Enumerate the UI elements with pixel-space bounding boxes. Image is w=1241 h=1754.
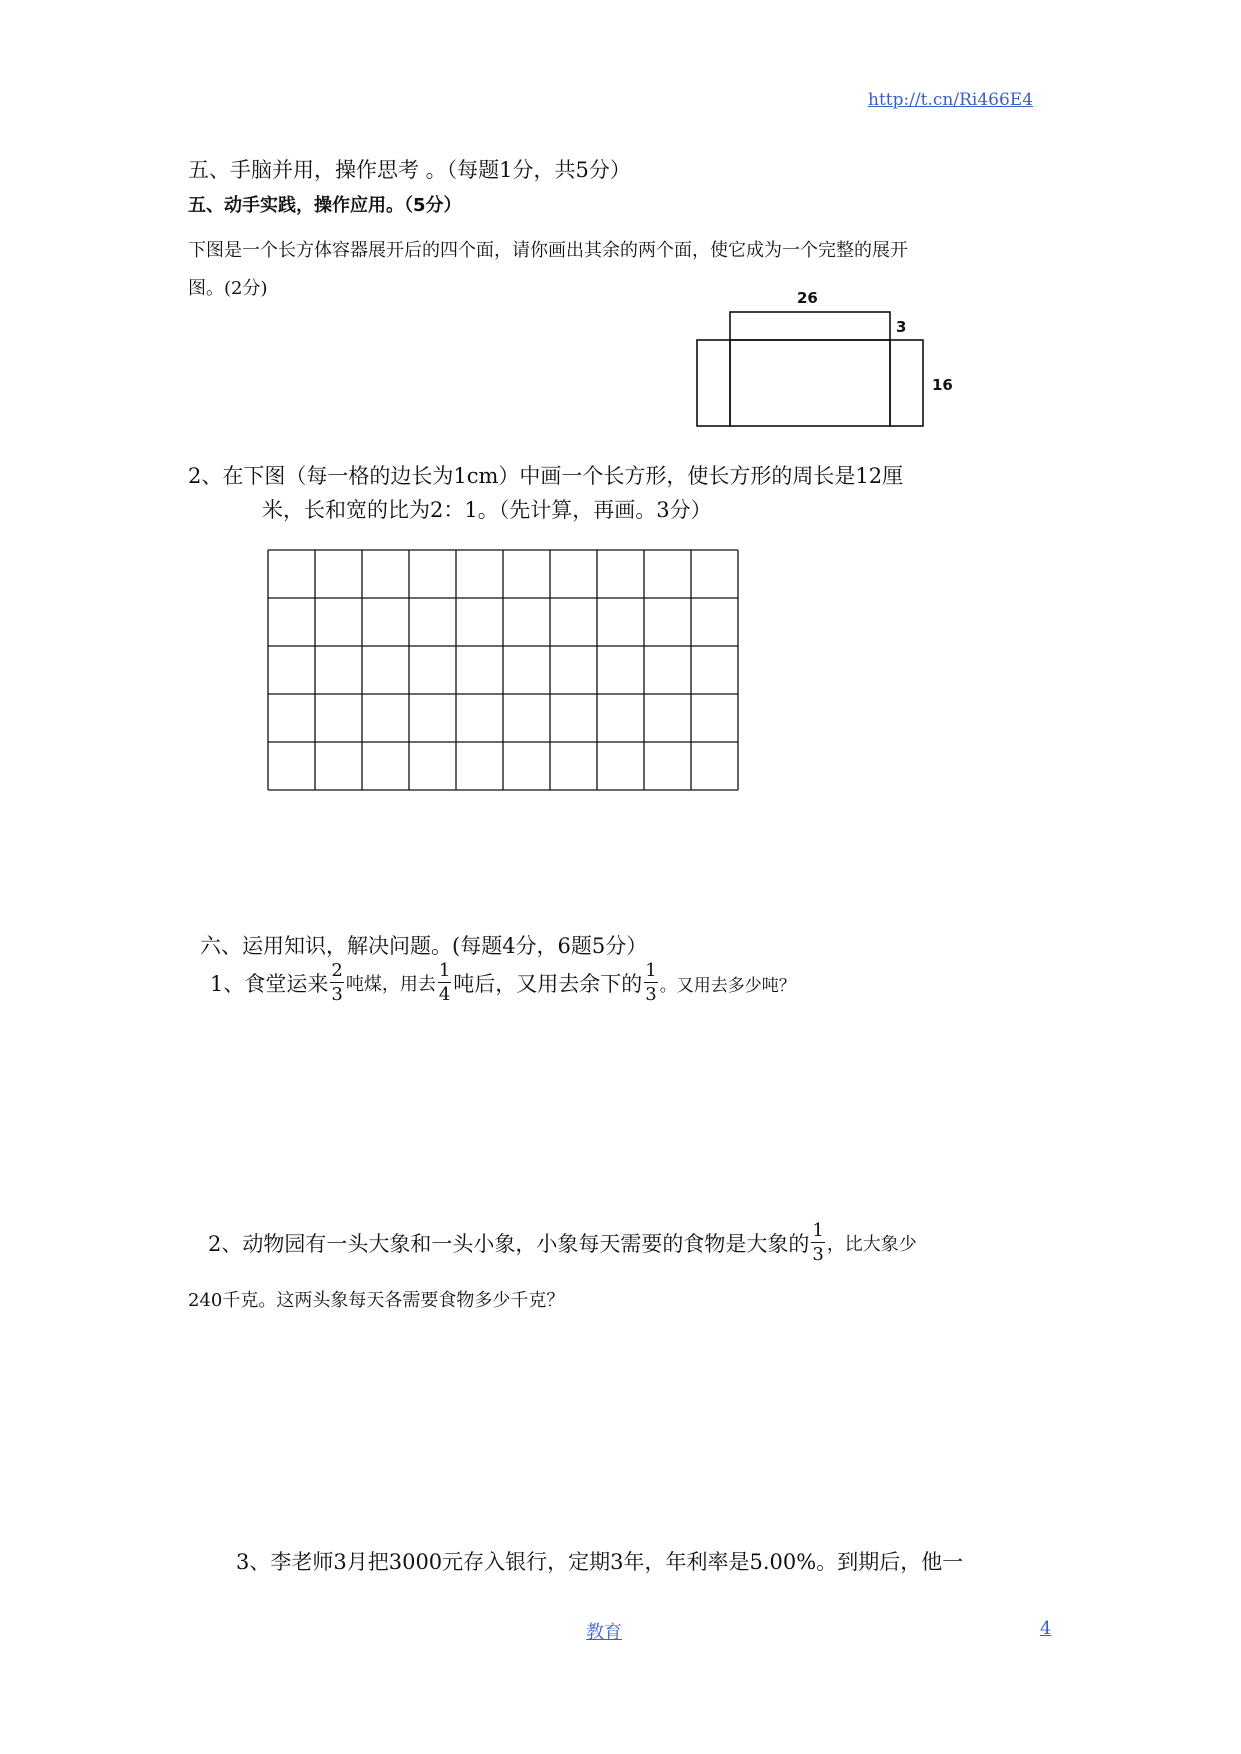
section5-q1-line2: 图。(2分) bbox=[188, 278, 268, 299]
fraction-denominator: 3 bbox=[812, 1244, 824, 1265]
q1-text-part1: 1、食堂运来 bbox=[210, 972, 329, 996]
square-grid[interactable] bbox=[266, 548, 742, 794]
section6-q3-line1: 3、李老师3月把3000元存入银行，定期3年，年利率是5.00%。到期后，他一 bbox=[236, 1550, 964, 1574]
fraction-numerator: 1 bbox=[438, 960, 451, 981]
fraction-numerator: 1 bbox=[645, 960, 657, 981]
front-face bbox=[730, 340, 890, 426]
label-height: 3 bbox=[896, 318, 907, 336]
q1-text-part2: 吨煤，用去 bbox=[345, 974, 436, 995]
q1-text-part4: 。又用去多少吨？ bbox=[659, 975, 796, 996]
fraction-denominator: 3 bbox=[331, 984, 343, 1005]
q2-text-part2: ，比大象少 bbox=[826, 1234, 917, 1255]
fraction-one-third bbox=[644, 962, 657, 1004]
page-number[interactable]: 4 bbox=[1040, 1618, 1052, 1639]
section6-q2-line2: 240千克。这两头象每天各需要食物多少千克？ bbox=[188, 1290, 565, 1311]
left-face bbox=[697, 340, 730, 426]
section5-q1-line1: 下图是一个长方体容器展开后的四个面，请你画出其余的两个面，使它成为一个完整的展开 bbox=[188, 240, 908, 261]
fraction-denominator: 3 bbox=[645, 984, 657, 1005]
section5-q2-line2: 米，长和宽的比为2：1。（先计算，再画。3分） bbox=[262, 498, 712, 522]
q1-text-part3: 吨后，又用去余下的 bbox=[453, 972, 643, 996]
fraction-numerator: 1 bbox=[812, 1220, 824, 1241]
cuboid-net-diagram bbox=[680, 280, 980, 430]
label-length: 26 bbox=[797, 289, 818, 307]
q2-text-part1: 2、动物园有一头大象和一头小象，小象每天需要的食物是大象的 bbox=[208, 1232, 810, 1256]
fraction-denominator: 4 bbox=[438, 984, 451, 1005]
section6-q1 bbox=[210, 962, 796, 1004]
footer-center-link[interactable]: 教育 bbox=[586, 1622, 622, 1643]
right-face bbox=[890, 340, 923, 426]
section6-q2 bbox=[208, 1222, 917, 1264]
fraction-one-quarter bbox=[438, 962, 451, 1004]
fraction-one-third bbox=[811, 1222, 824, 1264]
label-width: 16 bbox=[932, 376, 953, 394]
section5-subtitle: 五、动手实践，操作应用。（5分） bbox=[188, 195, 462, 216]
top-face bbox=[730, 312, 890, 340]
header-url-link[interactable]: http://t.cn/Ri466E4 bbox=[868, 90, 1034, 110]
section6-title: 六、运用知识，解决问题。(每题4分，6题5分） bbox=[200, 934, 648, 958]
section5-q2-line1: 2、在下图（每一格的边长为1cm）中画一个长方形，使长方形的周长是12厘 bbox=[188, 464, 904, 488]
fraction-two-thirds bbox=[330, 962, 343, 1004]
section5-title: 五、手脑并用，操作思考 。（每题1分，共5分） bbox=[188, 158, 631, 182]
fraction-numerator: 2 bbox=[331, 960, 343, 981]
